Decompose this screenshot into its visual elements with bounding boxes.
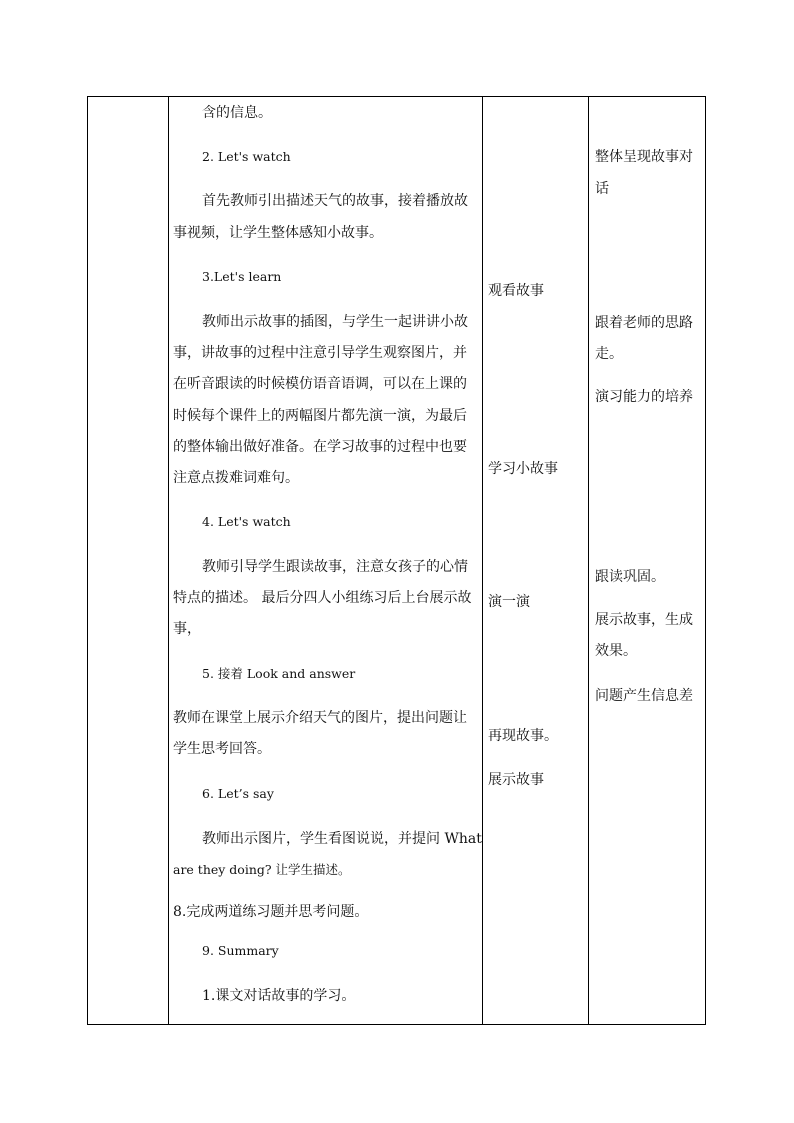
activity-text: 观看故事 [488,283,544,299]
procedure-line: 教师引导学生跟读故事，注意女孩子的心情 [202,559,468,575]
procedure-line: 事视频，让学生整体感知小故事。 [173,225,383,241]
activity-text: 学习小故事 [488,461,558,477]
purpose-text: 展示故事，生成 [595,612,693,628]
step-heading: 2. Let's watch [202,149,291,164]
purpose-text: 整体呈现故事对 [595,149,693,165]
procedure-line: 事， [173,621,201,637]
purpose-text: 问题产生信息差 [595,688,693,704]
purpose-text: 跟读巩固。 [595,569,665,585]
procedure-line: 含的信息。 [202,105,272,121]
step-heading: 3.Let's learn [202,269,282,284]
activity-text: 展示故事 [488,772,544,788]
column-divider-3 [588,97,589,1024]
column-divider-1 [168,97,169,1024]
step-heading: 5. 接着 Look and answer [202,666,356,681]
procedure-line: 首先教师引出描述天气的故事，接着播放故 [202,193,468,209]
step-heading: 4. Let's watch [202,514,291,529]
procedure-line: 事，讲故事的过程中注意引导学生观察图片，并 [173,345,467,361]
activity-text: 再现故事。 [488,728,558,744]
procedure-line: 注意点拨难词难句。 [173,470,299,486]
column-divider-2 [482,97,483,1024]
procedure-line: 在听音跟读的时候模仿语音语调，可以在上课的 [173,376,467,392]
procedure-line: are they doing? 让学生描述。 [173,862,351,877]
activity-text: 演一演 [488,594,530,610]
purpose-text: 效果。 [595,643,637,659]
procedure-line: 学生思考回答。 [173,741,271,757]
purpose-text: 跟着老师的思路 [595,315,693,331]
procedure-line: 1.课文对话故事的学习。 [202,988,356,1004]
step-heading: 6. Let’s say [202,786,274,801]
procedure-line: 教师出示图片，学生看图说说，并提问 What [202,831,482,847]
procedure-line: 教师出示故事的插图，与学生一起讲讲小故 [202,314,468,330]
purpose-text: 演习能力的培养 [595,389,693,405]
procedure-line: 特点的描述。 最后分四人小组练习后上台展示故 [173,590,472,606]
purpose-text: 走。 [595,346,623,362]
procedure-line: 教师在课堂上展示介绍天气的图片，提出问题让 [173,710,467,726]
purpose-text: 话 [595,181,609,197]
step-heading: 9. Summary [202,943,279,958]
procedure-line: 时候每个课件上的两幅图片都先演一演，为最后 [173,408,467,424]
procedure-line: 8.完成两道练习题并思考问题。 [173,904,369,920]
procedure-line: 的整体输出做好准备。在学习故事的过程中也要 [173,439,467,455]
